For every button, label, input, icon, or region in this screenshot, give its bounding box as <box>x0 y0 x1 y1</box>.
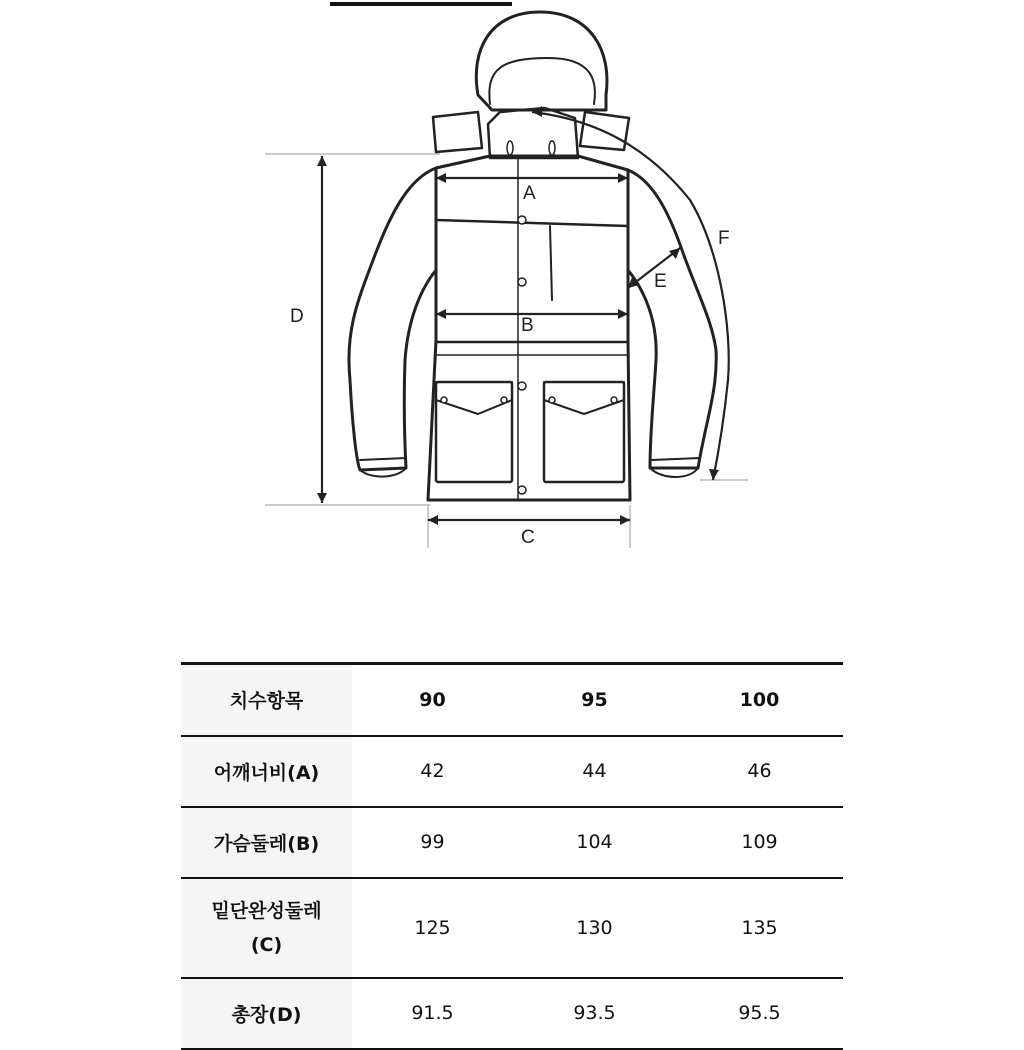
table-row <box>181 978 843 1049</box>
hood-tab-left <box>433 112 482 152</box>
size-table <box>181 662 843 1050</box>
measure-label-e: E <box>654 271 667 292</box>
table-cell: 104 <box>576 831 613 853</box>
pocket-left <box>436 382 512 482</box>
row-label: 총장(D) <box>181 978 352 1049</box>
measure-label-c: C <box>521 527 535 548</box>
table-cell: 93.5 <box>573 1002 616 1024</box>
row-label: 어깨너비(A) <box>181 736 352 807</box>
table-cell: 42 <box>420 760 445 782</box>
table-row <box>181 878 843 978</box>
left-sleeve <box>349 168 436 470</box>
table-cell: 125 <box>414 916 451 939</box>
hood-inner <box>489 58 595 104</box>
row-label <box>181 878 352 978</box>
measure-label-b: B <box>521 315 534 336</box>
column-header-size: 90 <box>419 688 446 711</box>
table-cell: 130 <box>576 916 613 939</box>
table-cell: 99 <box>420 831 445 853</box>
table-cell: 109 <box>741 831 778 853</box>
table-header-row <box>181 664 843 736</box>
measure-label-a: A <box>523 183 536 204</box>
table-cell: 135 <box>741 916 778 939</box>
table-cell: 95.5 <box>738 1002 781 1024</box>
column-header-size: 100 <box>739 688 780 711</box>
table-row <box>181 807 843 878</box>
row-label-line: 밑단완성둘레 <box>211 899 322 922</box>
column-header-item: 치수항목 <box>181 664 352 736</box>
table-row <box>181 736 843 807</box>
right-sleeve <box>628 170 716 468</box>
row-label: 가슴둘레(B) <box>181 807 352 878</box>
row-label-line: (C) <box>250 933 283 956</box>
measure-label-d: D <box>290 306 304 327</box>
table-cell: 91.5 <box>411 1002 454 1024</box>
collar <box>488 108 578 158</box>
table-cell: 46 <box>747 760 772 782</box>
table-cell: 44 <box>582 760 607 782</box>
hood-outline <box>476 12 607 110</box>
column-header-size: 95 <box>581 688 608 711</box>
measure-label-f: F <box>718 228 730 249</box>
